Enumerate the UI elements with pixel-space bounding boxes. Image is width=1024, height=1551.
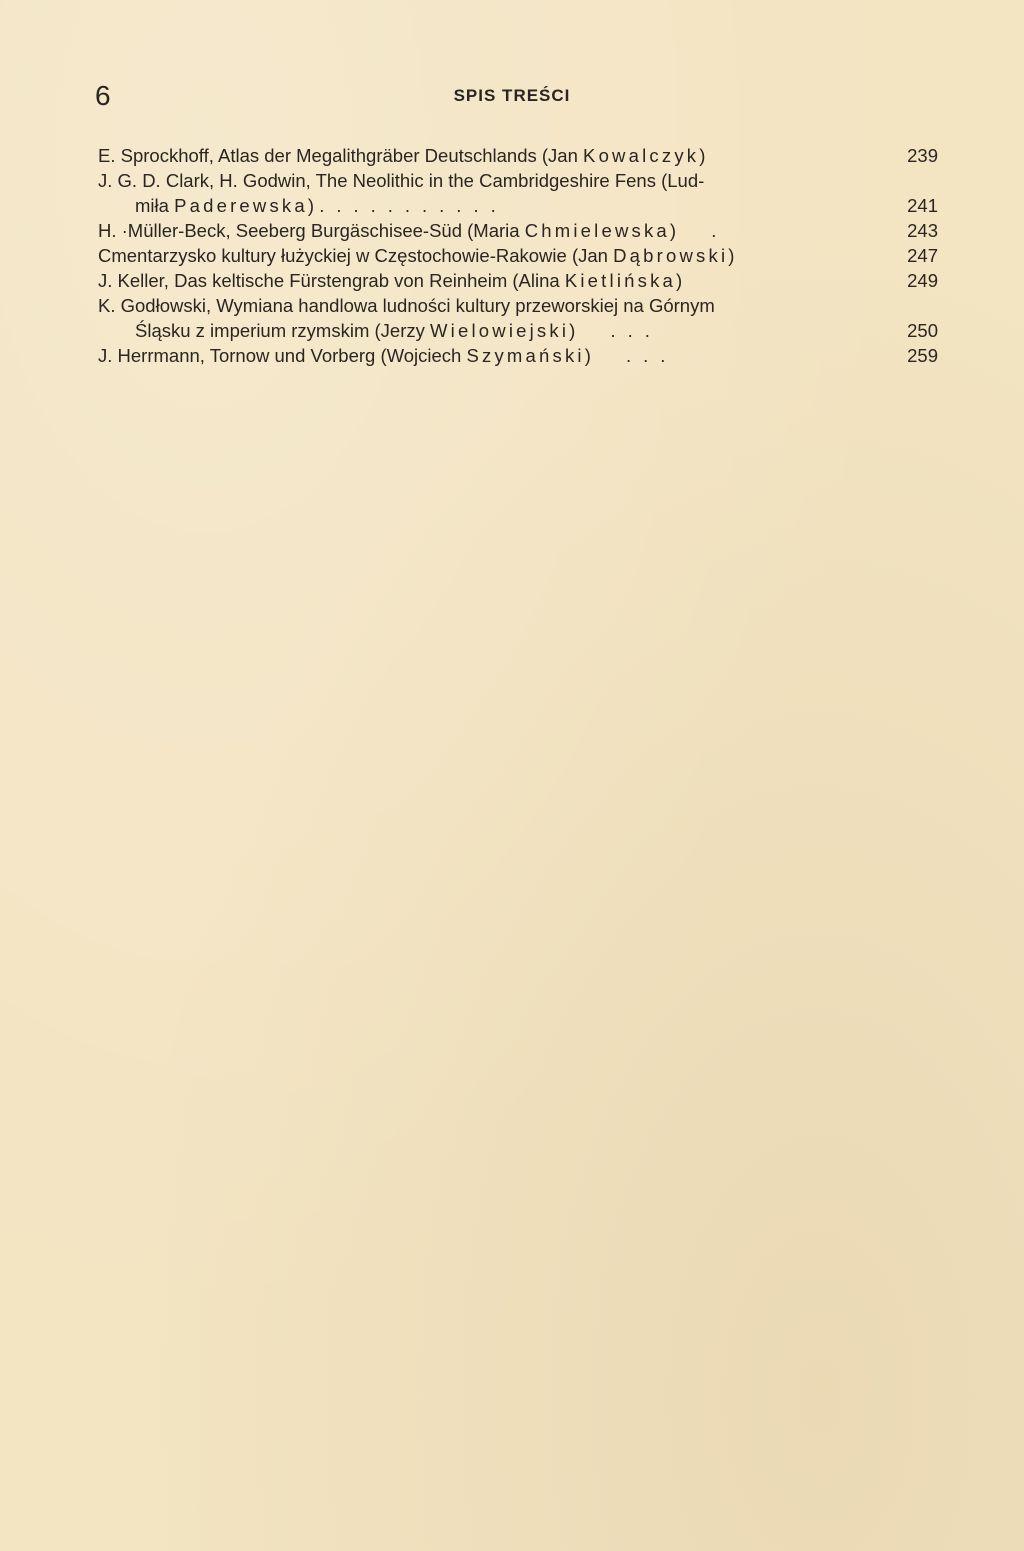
author-spaced: Dąbrowski — [613, 245, 729, 266]
toc-entry-title-line1: J. G. D. Clark, H. Godwin, The Neolithic in the Cambridgeshire Fens (Lud- — [98, 170, 705, 191]
toc-entry-title-line2: Śląsku z imperium rzymskim (Jerzy Wielowiejski) ... — [135, 320, 662, 341]
toc-page-number: 239 — [907, 145, 938, 166]
leader-dots: ... — [610, 320, 662, 341]
toc-page-number: 247 — [907, 245, 938, 266]
toc-entry-title-line1: K. Godłowski, Wymiana handlowa ludności kultury przeworskiej na Górnym — [98, 295, 715, 316]
leader-dots: . — [711, 220, 729, 241]
toc-page-number: 259 — [907, 345, 938, 366]
author-spaced: Paderewska — [174, 195, 308, 216]
toc-entry-title-line2: miła Paderewska) ........... — [135, 195, 508, 216]
toc-page-number: 249 — [907, 270, 938, 291]
toc-entry — [98, 268, 938, 293]
leader-dots: ........... — [319, 195, 508, 216]
toc-entry-title: E. Sprockhoff, Atlas der Megalithgräber Deutschlands (Jan Kowalczyk) — [98, 145, 706, 166]
toc-entry — [98, 218, 938, 243]
toc-entry — [98, 293, 938, 343]
toc-entry — [98, 143, 938, 168]
author-spaced: Chmielewska — [524, 220, 670, 241]
toc-page-number: 250 — [907, 320, 938, 341]
table-of-contents — [98, 143, 938, 368]
toc-entry-title: H. ·Müller-Beck, Seeberg Burgäschisee-Süd (Maria Chmielewska) . — [98, 220, 729, 241]
toc-entry — [98, 343, 938, 368]
author-spaced: Kietlińska — [564, 270, 677, 291]
author-spaced: Kowalczyk — [583, 145, 700, 166]
toc-entry — [98, 168, 938, 218]
toc-entry-title: J. Keller, Das keltische Fürstengrab von Reinheim (Alina Kietlińska) — [98, 270, 683, 291]
author-spaced: Wielowiejski — [430, 320, 570, 341]
toc-entry — [98, 243, 938, 268]
page-number: 6 — [95, 80, 111, 111]
author-spaced: Szymański — [466, 345, 585, 366]
toc-entry-title: Cmentarzysko kultury łużyckiej w Częstochowie-Rakowie (Jan Dąbrowski) — [98, 245, 735, 266]
running-title: SPIS TREŚCI — [453, 86, 571, 105]
toc-page-number: 243 — [907, 220, 938, 241]
toc-page-number: 241 — [907, 195, 938, 216]
leader-dots: ... — [626, 345, 678, 366]
toc-entry-title: J. Herrmann, Tornow und Vorberg (Wojciech Szymański) ... — [98, 345, 678, 366]
